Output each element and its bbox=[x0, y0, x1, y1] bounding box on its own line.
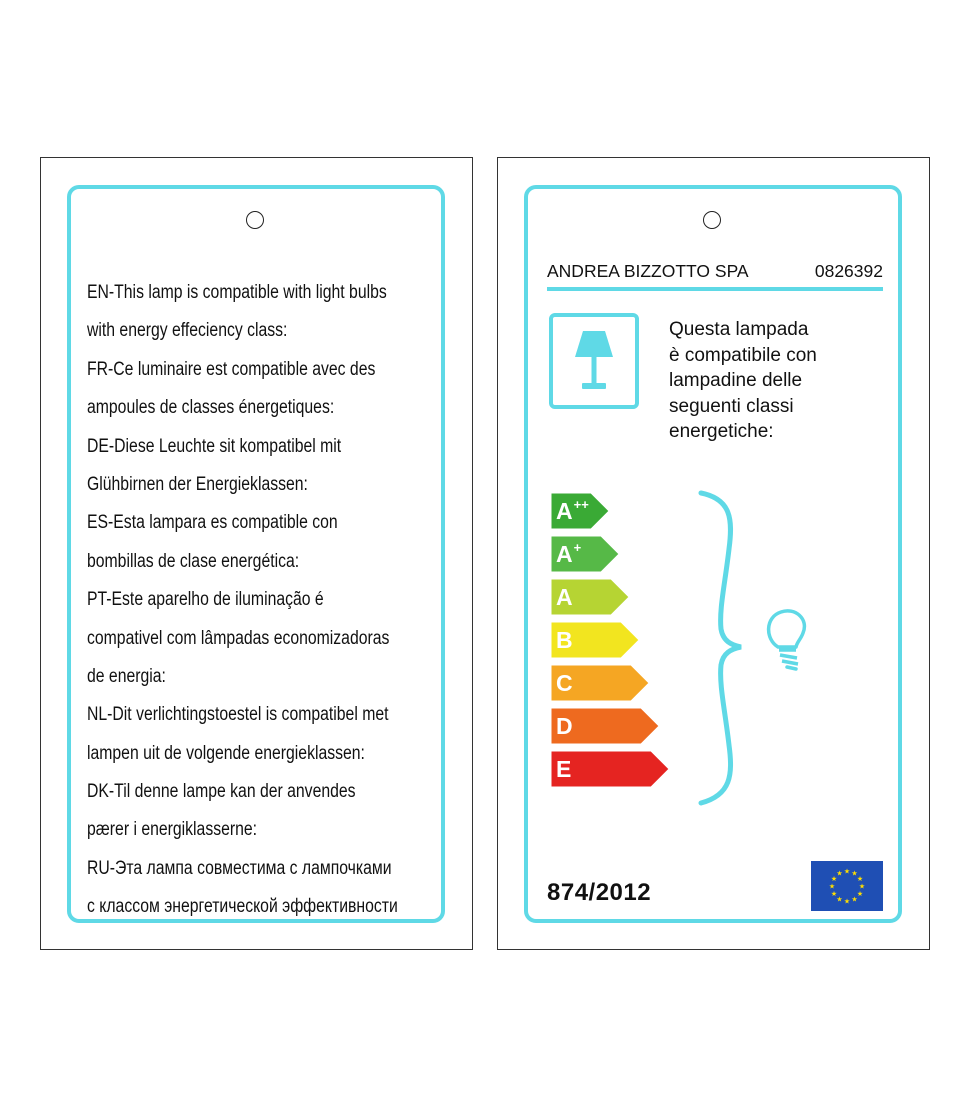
supplier-name: ANDREA BIZZOTTO SPA bbox=[547, 261, 749, 281]
svg-text:★: ★ bbox=[828, 882, 836, 891]
text-line: Glühbirnen der Energieklassen: bbox=[87, 473, 308, 495]
italian-text-line: è compatibile con bbox=[669, 344, 817, 366]
multilingual-text bbox=[87, 274, 435, 927]
svg-text:★: ★ bbox=[843, 867, 851, 876]
energy-class-label: D bbox=[556, 713, 573, 739]
text-line: DK-Til denne lampe kan der anvendes bbox=[87, 781, 356, 803]
energy-class-label: A++ bbox=[556, 497, 589, 524]
svg-text:★: ★ bbox=[851, 895, 858, 904]
text-line: NL-Dit verlichtingstoestel is compatibel met bbox=[87, 704, 389, 726]
italian-text-line: lampadine delle bbox=[669, 370, 803, 391]
hang-hole bbox=[246, 211, 264, 229]
supplier-row bbox=[547, 259, 883, 283]
table-lamp-icon bbox=[549, 313, 639, 409]
tag-inner-border bbox=[67, 185, 445, 923]
svg-text:★: ★ bbox=[851, 869, 858, 878]
tag-inner-border bbox=[524, 185, 902, 923]
text-line: with energy effeciency class: bbox=[87, 320, 288, 342]
energy-label-card bbox=[497, 157, 930, 950]
energy-class-label: A bbox=[556, 584, 573, 610]
model-code: 0826392 bbox=[814, 261, 883, 281]
text-line: EN-This lamp is compatible with light bulbs bbox=[87, 282, 387, 303]
energy-class-label: A+ bbox=[556, 540, 582, 567]
svg-text:★: ★ bbox=[858, 882, 866, 891]
hang-hole bbox=[703, 211, 721, 229]
italian-text-line: seguenti classi bbox=[669, 395, 794, 417]
text-line: RU-Эта лампа совместима с лампочками bbox=[87, 857, 392, 879]
svg-text:★: ★ bbox=[856, 875, 864, 883]
curly-brace bbox=[693, 489, 753, 809]
text-line: с классом энергетической эффективности bbox=[87, 896, 398, 918]
svg-text:★: ★ bbox=[836, 869, 843, 878]
svg-text:★: ★ bbox=[830, 890, 838, 898]
regulation-number: 874/2012 bbox=[547, 879, 652, 906]
svg-text:★: ★ bbox=[830, 875, 838, 883]
energy-class-label: C bbox=[556, 670, 573, 696]
text-line: ES-Esta lampara es compatible con bbox=[87, 512, 338, 534]
svg-text:★: ★ bbox=[856, 890, 864, 898]
eu-flag-icon bbox=[811, 861, 883, 911]
svg-text:★: ★ bbox=[836, 895, 843, 904]
text-line: ampoules de classes énergetiques: bbox=[87, 397, 335, 419]
italian-text-line: Questa lampada bbox=[669, 319, 809, 340]
text-line: compativel com lâmpadas economizadoras bbox=[87, 627, 390, 649]
header-divider bbox=[547, 287, 883, 291]
text-line: DE-Diese Leuchte sit kompatibel mit bbox=[87, 435, 342, 457]
text-line: lampen uit de volgende energieklassen: bbox=[87, 742, 365, 764]
energy-class-label: E bbox=[556, 756, 572, 782]
energy-class-label: B bbox=[556, 627, 573, 653]
text-line: de energia: bbox=[87, 665, 166, 687]
text-line: pærer i energiklasserne: bbox=[87, 819, 258, 841]
multilingual-tag-card bbox=[40, 157, 473, 950]
italian-compatibility-text bbox=[669, 317, 869, 445]
svg-text:★: ★ bbox=[843, 897, 851, 906]
text-line: PT-Este aparelho de iluminação é bbox=[87, 589, 324, 611]
light-bulb-icon bbox=[763, 607, 813, 677]
text-line: bombillas de clase energética: bbox=[87, 550, 300, 572]
text-line: FR-Ce luminaire est compatible avec des bbox=[87, 358, 376, 380]
italian-text-line: energetiche: bbox=[669, 421, 774, 442]
